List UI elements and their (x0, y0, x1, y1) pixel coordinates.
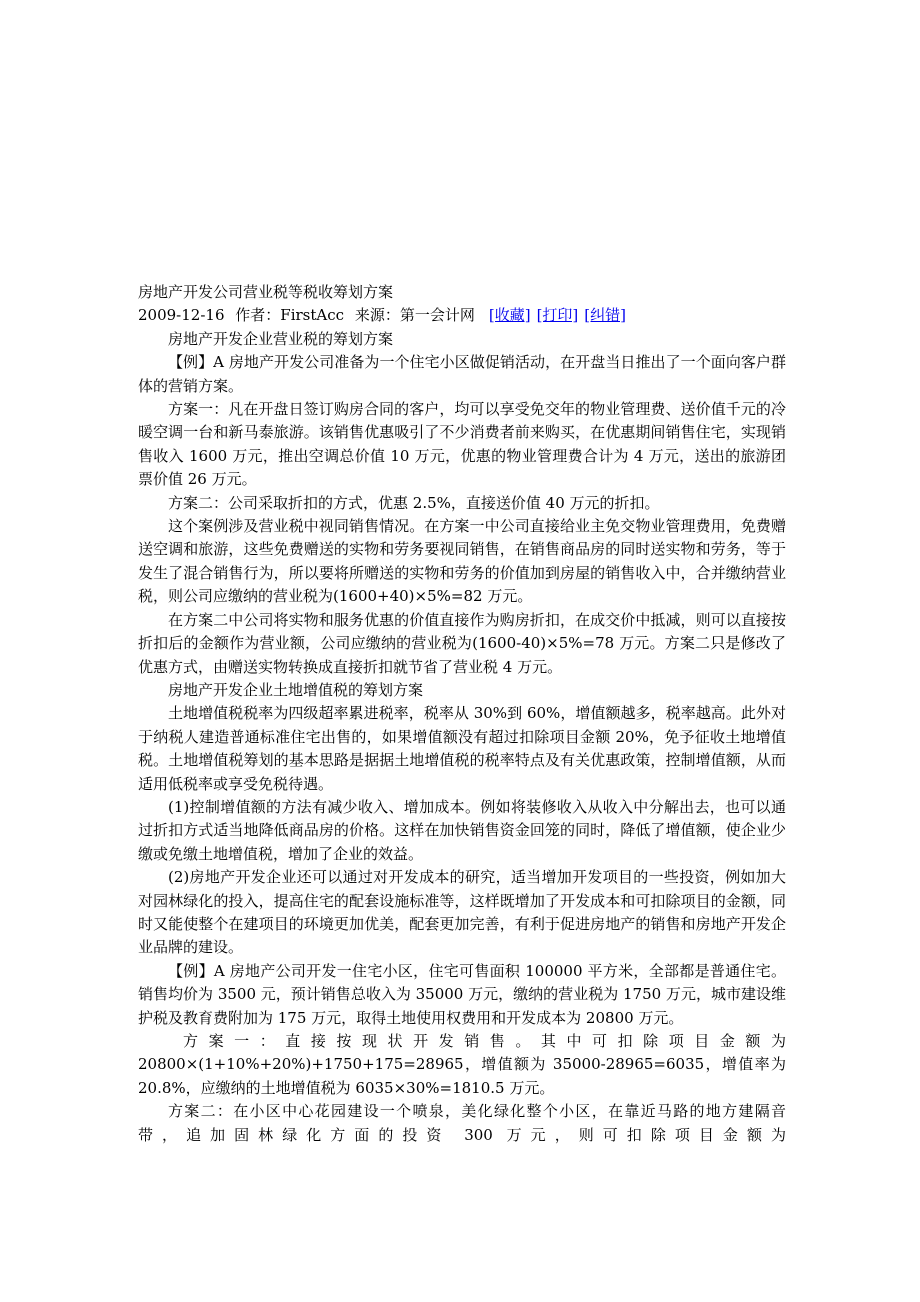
paragraph-plan-3-line-1: 方案一：直接按现状开发销售。其中可扣除项目金额为 (183, 1032, 786, 1050)
paragraph-example-1: 【例】A 房地产开发公司准备为一个住宅小区做促销活动，在开盘当日推出了一个面向客户群体的营销方案。 (138, 353, 786, 395)
correct-link[interactable]: [纠错] (584, 306, 626, 325)
favorite-link[interactable]: [收藏] (488, 306, 531, 325)
paragraph-point-1: (1)控制增值额的方法有减少收入、增加成本。例如将装修收入从收入中分解出去，也可以通过折扣方式适当地降低商品房的价格。这样在加快销售资金回笼的同时，降低了增值额，使企业少缴或免缴土地增值税，增加了企业的效益。 (138, 797, 786, 863)
author-label: 作者： (235, 306, 281, 325)
author-name: FirstAcc (280, 306, 345, 325)
paragraph-plan-2: 方案二：公司采取折扣的方式，优惠 2.5%，直接送价值 40 万元的折扣。 (168, 493, 660, 512)
article-meta (138, 304, 786, 327)
source-label: 来源： (354, 306, 400, 325)
section-heading-business-tax: 房地产开发企业营业税的筹划方案 (168, 329, 394, 348)
document-page (138, 281, 786, 1147)
section-heading-land-tax: 房地产开发企业土地增值税的筹划方案 (168, 680, 424, 699)
article-title: 房地产开发公司营业税等税收筹划方案 (138, 283, 394, 301)
paragraph-analysis-1: 这个案例涉及营业税中视同销售情况。在方案一中公司直接给业主免交物业管理费用，免费赠送空调和旅游，这些免费赠送的实物和劳务要视同销售，在销售商品房的同时送实物和劳务，等于发生了混合销售行为，所以要将所赠送的实物和劳务的价值加到房屋的销售收入中，合并缴纳营业税，则公司应缴纳的营业税为(1600+40)×5%=82 万元。 (138, 517, 786, 606)
print-link[interactable]: [打印] (536, 306, 579, 325)
paragraph-plan-1: 方案一：凡在开盘日签订购房合同的客户，均可以享受免交年的物业管理费、送价值千元的冷暖空调一台和新马泰旅游。该销售优惠吸引了不少消费者前来购买，在优惠期间销售住宅，实现销售收入 1600 万元，推出空调总价值 10 万元，优惠的物业管理费合计为 4 万元，送出的旅游团票价值 26 万元。 (138, 400, 786, 489)
source-name: 第一会计网 (399, 306, 475, 325)
paragraph-point-2: (2)房地产开发企业还可以通过对开发成本的研究，适当增加开发项目的一些投资，例如加大对园林绿化的投入，提高住宅的配套设施标准等，这样既增加了开发成本和可扣除项目的金额，同时又能使整个在建项目的环境更加优美，配套更加完善，有利于促进房地产的销售和房地产开发企业品牌的建设。 (138, 868, 786, 957)
paragraph-plan-4-line-2: 带，追加固林绿化方面的投资 300 万元，则可扣除项目金额为 (138, 1125, 786, 1144)
paragraph-intro-2: 土地增值税税率为四级超率累进税率，税率从 30%到 60%，增值额越多，税率越高。此外对于纳税人建造普通标准住宅出售的，如果增值额没有超过扣除项目金额 20%，免予征收土地增值税。土地增值税筹划的基本思路是据据土地增值税的税率特点及有关优惠政策，控制增值额，从而适用低税率或享受免税待遇。 (138, 704, 786, 793)
article-date: 2009-12-16 (138, 306, 225, 325)
paragraph-analysis-2: 在方案二中公司将实物和服务优惠的价值直接作为购房折扣，在成交价中抵减，则可以直接按折扣后的金额作为营业额，公司应缴纳的营业税为(1600-40)×5%=78 万元。方案二只是修改了优惠方式，由赠送实物转换成直接折扣就节省了营业税 4 万元。 (138, 610, 786, 676)
paragraph-example-2: 【例】A 房地产公司开发一住宅小区，住宅可售面积 100000 平方米，全部都是普通住宅。销售均价为 3500 元，预计销售总收入为 35000 万元，缴纳的营业税为 1750 万元，城市建设维护税及教育费附加为 175 万元，取得土地使用权费用和开发成本为 20800 万元。 (138, 961, 786, 1027)
paragraph-plan-4-line-1: 方案二：在小区中心花园建设一个喷泉，美化绿化整个小区，在靠近马路的地方建隔音 (168, 1102, 786, 1121)
paragraph-plan-3-rest: 20800×(1+10%+20%)+1750+175=28965，增值额为 35000-28965=6035，增值率为 20.8%，应缴纳的土地增值税为 6035×30%=1810.5 万元。 (138, 1055, 786, 1097)
